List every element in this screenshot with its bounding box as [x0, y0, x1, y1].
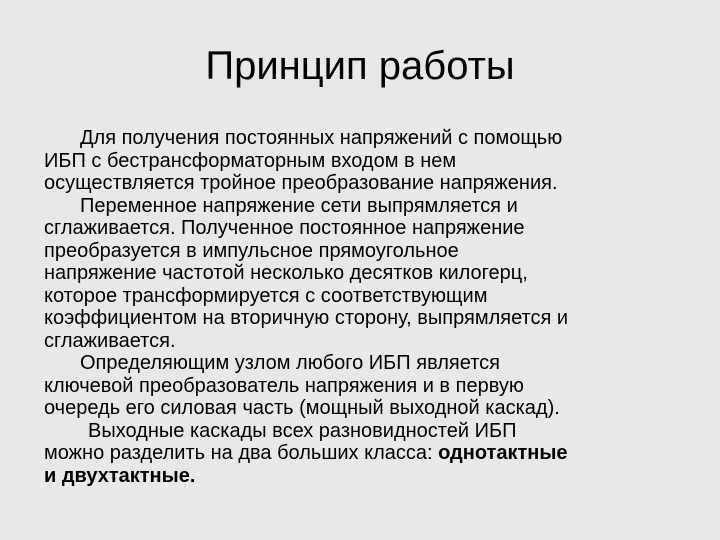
- text-line-content: Переменное напряжение сети выпрямляется и: [80, 194, 518, 217]
- emphasis-text: однотактные: [438, 442, 568, 464]
- paragraph-2: [44, 195, 684, 353]
- text-line: [44, 442, 684, 465]
- text-line: сглаживается. Полученное постоянное напряжение: [44, 217, 525, 239]
- text-line: [44, 195, 684, 218]
- text-line: [44, 127, 684, 150]
- text-line: коэффициентом на вторичную сторону, выпрямляется и: [44, 307, 569, 329]
- text-line: преобразуется в импульсное прямоугольное: [44, 239, 459, 262]
- paragraph-4: [44, 420, 684, 488]
- paragraph-1: [44, 127, 684, 195]
- text-line: которое трансформируется с соответствующим: [44, 284, 488, 307]
- text-line: напряжение частотой несколько десятков килогерц,: [44, 262, 528, 284]
- text-line: ИБП с бестрансформаторным входом в нем: [44, 149, 457, 172]
- text-line: осуществляется тройное преобразование напряжения.: [44, 172, 558, 194]
- text-line-content: Выходные каскады всех разновидностей ИБП: [88, 419, 517, 442]
- text-line: и двухтактные.: [44, 464, 196, 487]
- text-line-content: можно разделить на два больших класса:: [44, 442, 439, 464]
- text-line: ключевой преобразователь напряжения и в первую: [44, 374, 524, 397]
- text-line: [44, 420, 684, 443]
- slide-body: [44, 127, 684, 487]
- slide-title: Принцип работы: [205, 44, 515, 88]
- text-line-content: Для получения постоянных напряжений с помощью: [80, 127, 563, 149]
- text-line-content: Определяющим узлом любого ИБП является: [80, 352, 500, 374]
- text-line: очередь его силовая часть (мощный выходной каскад).: [44, 397, 560, 419]
- text-line: сглаживается.: [44, 329, 176, 352]
- text-line: [44, 352, 684, 375]
- paragraph-3: [44, 352, 684, 420]
